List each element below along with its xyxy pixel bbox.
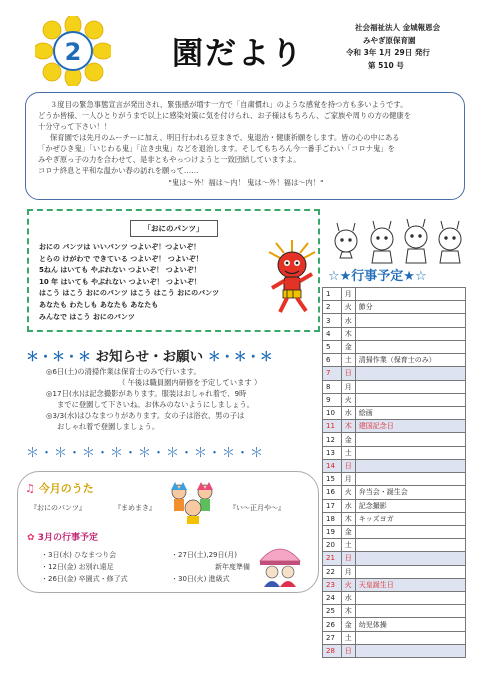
- publisher-info: [346, 22, 481, 72]
- lyric-line: はこう はこう おにのパンツ はこう はこう おにのパンツ: [39, 289, 220, 298]
- greeting-line: ３度目の緊急事態宣言が発出され、緊張感が増す一方で「自粛慣れ」のような感覚を持つ方も多いようです。: [50, 100, 408, 109]
- schedule-row: [323, 473, 466, 486]
- schedule-row: [323, 552, 466, 565]
- schedule-row: [323, 644, 466, 657]
- monthly-songs-title: 今月のうた: [38, 482, 94, 495]
- schedule-weekday: 水: [341, 314, 355, 327]
- schedule-day: 14: [323, 459, 342, 472]
- march-event: ・30日(火) 進級式: [171, 575, 230, 583]
- schedule-weekday: 木: [341, 420, 355, 433]
- music-note-icon: ♫: [25, 482, 35, 495]
- issue-date: 令和 3年 1月 29日 発行: [346, 48, 430, 57]
- schedule-day: 24: [323, 592, 342, 605]
- schedule-weekday: 月: [341, 473, 355, 486]
- schedule-event: [355, 288, 465, 301]
- schedule-row: [323, 327, 466, 340]
- schedule-weekday: 月: [341, 288, 355, 301]
- schedule-event: [355, 605, 465, 618]
- march-event: ・26日(金) 卒園式・修了式: [41, 575, 128, 583]
- schedule-row: [323, 433, 466, 446]
- march-event: 新年度準備: [215, 563, 250, 571]
- greeting-line: どうか皆様、一人ひとりがうまで以上に感染対策に気を付けられ、お子様はもちろん、ご家族や周りの方の健康を: [38, 111, 412, 120]
- schedule-event: [355, 367, 465, 380]
- schedule-day: 7: [323, 367, 342, 380]
- schedule-day: 1: [323, 288, 342, 301]
- schedule-weekday: 火: [341, 393, 355, 406]
- sunflower-badge-icon: [35, 16, 111, 86]
- schedule-weekday: 日: [341, 367, 355, 380]
- schedule-row: [323, 459, 466, 472]
- greeting-chant: "鬼は～外！福は～内！ 鬼は～外！福は～内！": [168, 178, 324, 187]
- schedule-row: [323, 578, 466, 591]
- schedule-day: 23: [323, 578, 342, 591]
- schedule-table: [322, 287, 466, 658]
- red-oni-icon: [266, 238, 318, 316]
- notice-line: ◎6日(土)の清掃作業は保育士のみで行います。: [46, 367, 201, 376]
- schedule-weekday: 土: [341, 354, 355, 367]
- org-name: 社会福祉法人 金城報恩会: [355, 23, 441, 32]
- greeting-line: 保育園では先月のムーチーに加え、明日行われる豆まきで、鬼退治・健康祈願をします。皆の心の中にある: [50, 133, 400, 142]
- schedule-weekday: 木: [341, 605, 355, 618]
- schedule-weekday: 日: [341, 644, 355, 657]
- schedule-row: [323, 393, 466, 406]
- schedule-event: [355, 380, 465, 393]
- kids-oni-mask-icon: [330, 215, 466, 267]
- schedule-event: 清掃作業（保育士のみ）: [355, 354, 465, 367]
- schedule-event: 節分: [355, 301, 465, 314]
- schedule-day: 13: [323, 446, 342, 459]
- schedule-event: [355, 631, 465, 644]
- hina-doll-icon: [256, 541, 304, 587]
- schedule-day: 15: [323, 473, 342, 486]
- kids-parade-icon: [165, 480, 221, 524]
- greeting-line: コロナ終息と平和な温かい春の訪れを願って……: [38, 166, 199, 175]
- schedule-event: 建国記念日: [355, 420, 465, 433]
- schedule-weekday: 火: [341, 486, 355, 499]
- schedule-event: [355, 433, 465, 446]
- schedule-weekday: 水: [341, 592, 355, 605]
- schedule-event: [355, 539, 465, 552]
- schedule-row: [323, 592, 466, 605]
- schedule-weekday: 月: [341, 565, 355, 578]
- songs-and-events-box: [17, 471, 319, 593]
- march-event: ・3日(水) ひなまつり会: [41, 551, 117, 559]
- schedule-row: [323, 631, 466, 644]
- notice-title: お知らせ・お願い: [95, 349, 204, 365]
- schedule-row: [323, 512, 466, 525]
- schedule-row: [323, 288, 466, 301]
- march-event: ・12日(金) お別れ遠足: [41, 563, 114, 571]
- schedule-event: [355, 473, 465, 486]
- schedule-day: 8: [323, 380, 342, 393]
- badge-number: 2: [64, 38, 82, 66]
- schedule-weekday: 火: [341, 578, 355, 591]
- march-events-title: 3月の行事予定: [37, 533, 98, 543]
- issue-number: 第 510 号: [368, 60, 404, 70]
- schedule-day: 17: [323, 499, 342, 512]
- schedule-day: 28: [323, 644, 342, 657]
- lyric-line: みんなで はこう おにのパンツ: [39, 312, 135, 321]
- lyric-line: あなたも わたしも あなたも あなたも: [39, 300, 159, 309]
- school-name: みやぎ原保育園: [363, 35, 416, 45]
- schedule-event: [355, 592, 465, 605]
- notice-line: おしゃれ着で登園しましょう。: [57, 422, 160, 431]
- schedule-weekday: 金: [341, 433, 355, 446]
- schedule-weekday: 木: [341, 512, 355, 525]
- schedule-event: [355, 327, 465, 340]
- schedule-row: [323, 367, 466, 380]
- schedule-day: 26: [323, 618, 342, 631]
- star-divider: ＊・＊・＊・＊・＊・＊・＊・＊・＊: [26, 446, 265, 461]
- notice-line: ◎3/3(水)はひなまつりがあります。女の子は浴衣、男の子は: [46, 411, 245, 420]
- march-event: ・27日(土),29日(月): [171, 551, 237, 559]
- greeting-line: みやぎ原っ子の力を合わせて、是非ともやっつけようと一致団結していますよ。: [38, 155, 301, 164]
- march-events-heading: [27, 530, 98, 543]
- schedule-event: [355, 565, 465, 578]
- schedule-event: キッズヨガ: [355, 512, 465, 525]
- schedule-weekday: 月: [341, 380, 355, 393]
- schedule-weekday: 火: [341, 301, 355, 314]
- schedule-row: [323, 525, 466, 538]
- notice-line: ◎17日(水)は記念撮影があります。服装はおしゃれ着で、9時: [46, 389, 247, 398]
- schedule-row: [323, 420, 466, 433]
- schedule-event: [355, 525, 465, 538]
- greeting-line: 「かぜひき鬼」「いじわる鬼」「泣き虫鬼」などを退治します。そしてもちろん今一番手ごわい「コロナ鬼」を: [38, 144, 395, 153]
- schedule-day: 19: [323, 525, 342, 538]
- newsletter-title: 園だより: [172, 36, 304, 72]
- song-item: 『おにのパンツ』: [30, 504, 86, 512]
- schedule-day: 6: [323, 354, 342, 367]
- stars-right: ＊・＊・＊: [207, 350, 273, 365]
- schedule-event: 弁当会・誕生会: [355, 486, 465, 499]
- schedule-day: 16: [323, 486, 342, 499]
- schedule-day: 27: [323, 631, 342, 644]
- schedule-event: 天皇誕生日: [355, 578, 465, 591]
- schedule-row: [323, 301, 466, 314]
- schedule-weekday: 日: [341, 459, 355, 472]
- lyric-line: おにの パンツは いいパンツ つよいぞ！つよいぞ！: [39, 243, 201, 251]
- schedule-row: [323, 314, 466, 327]
- schedule-day: 4: [323, 327, 342, 340]
- schedule-weekday: 日: [341, 552, 355, 565]
- schedule-event: [355, 446, 465, 459]
- schedule-event: [355, 340, 465, 353]
- schedule-day: 11: [323, 420, 342, 433]
- schedule-weekday: 金: [341, 340, 355, 353]
- schedule-day: 20: [323, 539, 342, 552]
- notice-line: までに登園して下さいね。お休みのないようにしましょう。: [57, 400, 255, 409]
- stars-left: ＊・＊・＊: [26, 350, 92, 365]
- schedule-row: [323, 539, 466, 552]
- schedule-weekday: 水: [341, 499, 355, 512]
- schedule-event: [355, 644, 465, 657]
- lyric-line: 5ねん はいても やぶれない つよいぞ！ つよいぞ！: [39, 266, 201, 275]
- schedule-weekday: 木: [341, 327, 355, 340]
- schedule-row: [323, 499, 466, 512]
- schedule-row: [323, 618, 466, 631]
- song-item: 『い～正月や～』: [229, 504, 285, 512]
- schedule-row: [323, 565, 466, 578]
- schedule-title: ☆★行事予定★☆: [328, 269, 427, 284]
- notice-line: （ 午後は職員園内研修を予定しています ）: [118, 378, 262, 387]
- schedule-day: 12: [323, 433, 342, 446]
- notice-body: [46, 366, 326, 432]
- schedule-day: 18: [323, 512, 342, 525]
- schedule-weekday: 土: [341, 539, 355, 552]
- schedule-day: 10: [323, 406, 342, 419]
- monthly-songs-heading: [25, 480, 94, 496]
- schedule-row: [323, 406, 466, 419]
- flower-icon: ✿: [27, 533, 35, 543]
- schedule-day: 9: [323, 393, 342, 406]
- schedule-event: [355, 393, 465, 406]
- lyric-line: 10 年 はいても やぶれない つよいぞ！ つよいぞ！: [39, 277, 201, 286]
- schedule-day: 22: [323, 565, 342, 578]
- schedule-event: [355, 552, 465, 565]
- lyric-line: とらの けがわで できている つよいぞ！ つよいぞ！: [39, 254, 203, 263]
- schedule-event: [355, 314, 465, 327]
- schedule-row: [323, 340, 466, 353]
- schedule-day: 25: [323, 605, 342, 618]
- schedule-event: 絵画: [355, 406, 465, 419]
- song-title: 「おにのパンツ」: [130, 220, 218, 237]
- schedule-event: 記念撮影: [355, 499, 465, 512]
- greeting-box: [25, 92, 465, 200]
- schedule-day: 5: [323, 340, 342, 353]
- schedule-weekday: 土: [341, 446, 355, 459]
- schedule-weekday: 土: [341, 631, 355, 644]
- schedule-row: [323, 380, 466, 393]
- schedule-event: [355, 459, 465, 472]
- song-item: 『まめまき』: [114, 504, 156, 512]
- greeting-line: 十分守って下さい！！: [38, 122, 111, 131]
- schedule-row: [323, 486, 466, 499]
- setsubun-song-box: [27, 209, 320, 332]
- schedule-day: 2: [323, 301, 342, 314]
- schedule-event: 幼児体操: [355, 618, 465, 631]
- schedule-day: 21: [323, 552, 342, 565]
- notice-heading: [26, 345, 322, 365]
- schedule-row: [323, 446, 466, 459]
- schedule-row: [323, 605, 466, 618]
- schedule-weekday: 金: [341, 618, 355, 631]
- schedule-weekday: 水: [341, 406, 355, 419]
- schedule-row: [323, 354, 466, 367]
- schedule-weekday: 金: [341, 525, 355, 538]
- schedule-day: 3: [323, 314, 342, 327]
